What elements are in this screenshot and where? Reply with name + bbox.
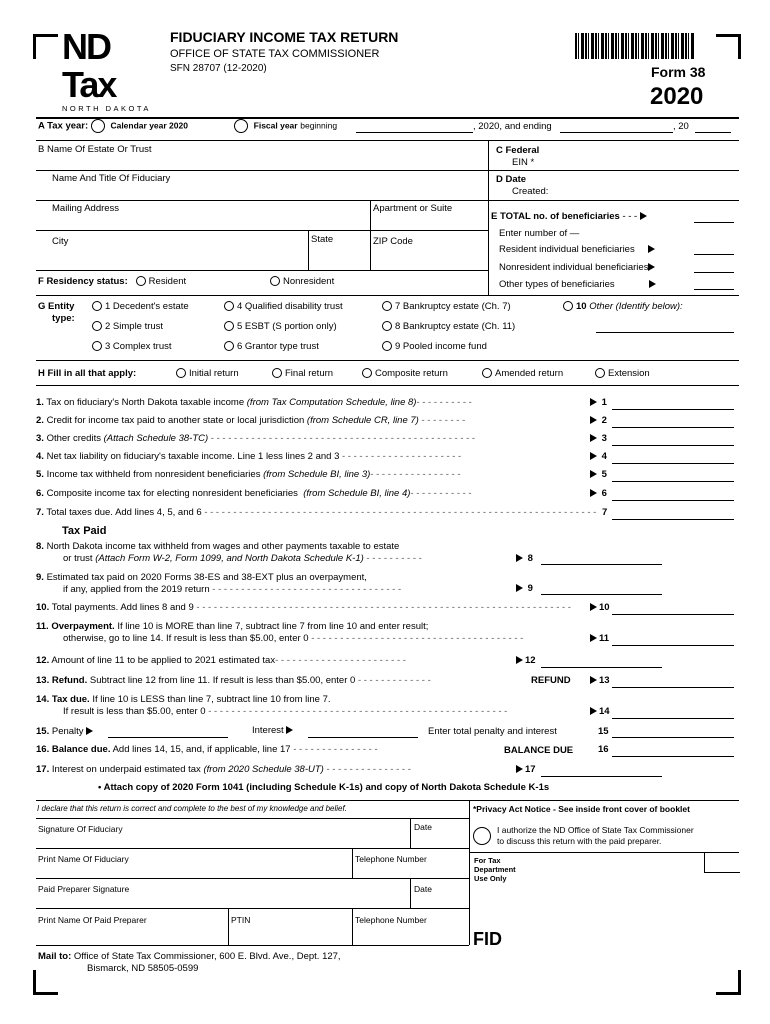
line-8-text: North Dakota income tax withheld from wages and other payments taxable to estate — [46, 541, 400, 552]
rule — [36, 385, 739, 386]
line-10-ref — [590, 602, 610, 613]
calendar-year-radio[interactable] — [91, 119, 105, 133]
line-7-ref — [602, 507, 607, 518]
line-10-text: Total payments. Add lines 8 and 9 — [51, 602, 194, 613]
line-8: 8. North Dakota income tax withheld from wages and other payments taxable to estate or trust (Attach Form W-2, Form 1099, and North Dakota Schedule K-1) - - - - - - - - - - — [36, 541, 422, 564]
fiscal-year — [234, 119, 337, 133]
sfn-number: SFN 28707 (12-2020) — [170, 63, 267, 74]
line-6-num: 6. — [36, 488, 44, 499]
entity-opt-7 — [382, 301, 511, 312]
amended-return-checkbox[interactable] — [482, 368, 492, 378]
composite-return — [362, 368, 448, 379]
line-5-note: (from Schedule BI, line 3) — [263, 469, 371, 480]
line-1-note: (from Tax Computation Schedule, line 8) — [246, 397, 417, 408]
line-6-input[interactable] — [612, 488, 734, 501]
rule — [469, 800, 470, 945]
residency-status — [38, 276, 186, 287]
line-17: 17. Interest on underpaid estimated tax (from 2020 Schedule 38-UT) - - - - - - - - - - - - - - - — [36, 764, 411, 775]
section-a-label: A Tax year: — [38, 120, 89, 132]
line-15 — [36, 726, 95, 737]
line-13-bold: Refund. — [51, 675, 88, 686]
line-8-note: (Attach Form W-2, Form 1099, and North Dakota Schedule K-1) — [95, 553, 364, 564]
entity-radio-10[interactable] — [563, 301, 573, 311]
final-return-text: Final return — [285, 368, 334, 379]
fill-apply — [38, 368, 136, 379]
rule — [36, 848, 469, 849]
line-8-ref-num: 8 — [527, 553, 533, 564]
line-10-ref-num: 10 — [599, 602, 610, 613]
other-beneficiaries-text: Other types of beneficiaries — [499, 279, 615, 290]
line-3-ref — [590, 433, 607, 444]
line-14-bold: Tax due. — [51, 694, 90, 705]
resident-label: Resident — [148, 276, 187, 287]
entity-radio-2[interactable] — [92, 321, 102, 331]
entity-opt-1 — [92, 301, 189, 312]
fiscal-end-year-input[interactable] — [695, 120, 731, 133]
line-4: 4. Net tax liability on fiduciary's taxable income. Line 1 less lines 2 and 3 - - - - - - - - - - - - - - - - - - - - - — [36, 451, 462, 462]
preparer-telephone-label: Telephone Number — [355, 915, 427, 925]
logo-subtext: NORTH DAKOTA — [62, 104, 151, 113]
rule — [228, 908, 229, 945]
barcode — [575, 33, 695, 59]
line-14-input[interactable] — [612, 706, 734, 719]
line-10-num: 10. — [36, 602, 50, 613]
penalty-input[interactable] — [108, 725, 228, 738]
entity-opt-9 — [382, 341, 487, 352]
line-5: 5. Income tax withheld from nonresident beneficiaries (from Schedule BI, line 3)- - - - - - - - - - - - - - - - — [36, 469, 461, 480]
entity-opt-7-text: 7 Bankruptcy estate (Ch. 7) — [395, 301, 511, 312]
nonresident-beneficiaries-input[interactable] — [694, 260, 734, 273]
office-name: OFFICE OF STATE TAX COMMISSIONER — [170, 48, 380, 60]
entity-label-1: G Entity — [38, 301, 75, 312]
enter-number-text: Enter number of — [499, 228, 568, 239]
estate-name-label: B Name Of Estate Or Trust — [38, 144, 152, 155]
line-3: 3. Other credits (Attach Schedule 38-TC) - - - - - - - - - - - - - - - - - - - - - - - - - - - - - - - - - - - - - - - - - - - - - - — [36, 433, 476, 444]
corner-mark-br — [716, 970, 741, 995]
nd-tax-logo — [62, 26, 157, 113]
line-12: 12. Amount of line 11 to be applied to 2021 estimated tax- - - - - - - - - - - - - - - - - - - - - - - — [36, 655, 406, 666]
line-2-ref-num: 2 — [601, 415, 607, 426]
entity-opt-10-num: 10 — [576, 301, 587, 312]
line-16-ref: 16 — [598, 744, 609, 755]
line-7-input[interactable] — [612, 507, 734, 520]
line-4-input[interactable] — [612, 451, 734, 464]
entity-opt-4 — [224, 301, 343, 312]
rule — [36, 200, 739, 201]
composite-return-text: Composite return — [375, 368, 448, 379]
line-13-ref — [590, 675, 610, 686]
rule — [370, 200, 371, 270]
entity-opt-8-text: 8 Bankruptcy estate (Ch. 11) — [395, 321, 516, 332]
entity-radio-3[interactable] — [92, 341, 102, 351]
line-3-ref-num: 3 — [601, 433, 607, 444]
attach-instruction: • Attach copy of 2020 Form 1041 (including Schedule K-1s) and copy of North Dakota Schedule K-1s — [98, 782, 550, 793]
entity-opt-2 — [92, 321, 163, 332]
other-beneficiaries-label — [499, 279, 658, 290]
apartment-label: Apartment or Suite — [373, 203, 453, 214]
fiduciary-name-label: Name And Title Of Fiduciary — [52, 173, 171, 184]
line-15-text: Penalty — [51, 726, 84, 737]
tax-year: 2020 — [650, 83, 704, 110]
entity-opt-1-text: 1 Decedent's estate — [105, 301, 189, 312]
entity-label-2: type: — [52, 313, 75, 324]
initial-return-text: Initial return — [189, 368, 239, 379]
date-created-label — [496, 174, 548, 198]
entity-radio-5[interactable] — [224, 321, 234, 331]
line-1: 1. Tax on fiduciary's North Dakota taxable income (from Tax Computation Schedule, line 8)- - - - - - - - - - — [36, 397, 472, 408]
line-14-ref — [590, 706, 610, 717]
line-10-input[interactable] — [612, 602, 734, 615]
line-15-num: 15. — [36, 726, 50, 737]
line-5-num: 5. — [36, 469, 44, 480]
preparer-date-label: Date — [414, 884, 432, 894]
rule — [36, 140, 739, 141]
composite-return-checkbox[interactable] — [362, 368, 372, 378]
line-5-ref — [590, 469, 607, 480]
zip-label: ZIP Code — [373, 236, 413, 247]
line-16-bold: Balance due. — [51, 744, 111, 755]
line-6: 6. Composite income tax for electing nonresident beneficiaries (from Schedule BI, line 4)- - - - - - - - - - - — [36, 488, 472, 499]
amended-return-text: Amended return — [495, 368, 564, 379]
line-1-ref — [590, 397, 607, 408]
line-12-input[interactable] — [541, 655, 662, 668]
interest-input[interactable] — [308, 725, 418, 738]
entity-opt-9-text: 9 Pooled income fund — [395, 341, 487, 352]
line-11-bold: Overpayment. — [51, 621, 115, 632]
rule — [469, 852, 739, 853]
entity-opt-10 — [563, 301, 683, 312]
fill-apply-label: H Fill in all that apply: — [38, 368, 137, 379]
authorize-text-1: I authorize the ND Office of State Tax Commissioner — [497, 825, 694, 835]
line-13-text: Subtract line 12 from line 11. If result is less than $5.00, enter 0 — [89, 675, 356, 686]
mail-to-label: Mail to: — [38, 951, 72, 962]
rule — [488, 170, 739, 171]
line-1-num: 1. — [36, 397, 44, 408]
entity-opt-10-text: Other (Identify below): — [589, 301, 683, 312]
nonresident-label: Nonresident — [283, 276, 335, 287]
calendar-year-label: Calendar year 2020 — [110, 120, 188, 131]
line-14-text: If line 10 is LESS than line 7, subtract line 10 from line 7. — [92, 694, 331, 705]
mailing-address-label: Mailing Address — [52, 203, 120, 214]
rule — [352, 908, 353, 945]
fiduciary-telephone-label: Telephone Number — [355, 854, 427, 864]
line-8-input[interactable] — [541, 552, 662, 565]
line-11-ref-num: 11 — [599, 633, 610, 644]
line-14-ref-num: 14 — [599, 706, 610, 717]
line-17-text: Interest on underpaid estimated tax — [51, 764, 201, 775]
line-9-input[interactable] — [541, 582, 662, 595]
line-7-text: Total taxes due. Add lines 4, 5, and 6 — [46, 507, 202, 518]
resident-beneficiaries-label — [499, 244, 657, 255]
rule — [36, 945, 469, 946]
line-9-ref-num: 9 — [527, 583, 533, 594]
line-5-ref-num: 5 — [601, 469, 607, 480]
nonresident-radio[interactable] — [270, 276, 280, 286]
ptin-label: PTIN — [231, 915, 251, 925]
resident-beneficiaries-input[interactable] — [694, 242, 734, 255]
entity-opt-6 — [224, 341, 319, 352]
line-2-note: (from Schedule CR, line 7) — [306, 415, 419, 426]
entity-radio-7[interactable] — [382, 301, 392, 311]
line-9: 9. Estimated tax paid on 2020 Forms 38-ES and 38-EXT plus an overpayment, if any, applied from the 2019 return - - - - - - - - - - - - - - - - - - - - - - - - - - - - - - - - - — [36, 572, 402, 595]
line-17-ref — [516, 764, 536, 775]
line-3-input[interactable] — [612, 433, 734, 446]
line-13-input[interactable] — [612, 675, 734, 688]
authorize-text-2: to discuss this return with the paid preparer. — [497, 836, 662, 846]
line-7-ref-num: 7 — [602, 507, 608, 518]
refund-label: REFUND — [531, 675, 571, 686]
corner-mark-tl — [33, 34, 58, 59]
line-9-text: Estimated tax paid on 2020 Forms 38-ES and 38-EXT plus an overpayment, — [46, 572, 367, 583]
entity-radio-8[interactable] — [382, 321, 392, 331]
line-3-note: (Attach Schedule 38-TC) — [103, 433, 209, 444]
total-beneficiaries-label: E TOTAL no. of beneficiaries - - - — [491, 211, 649, 222]
federal-ein-line1: C Federal — [496, 145, 540, 156]
line-4-ref — [590, 451, 607, 462]
rule — [36, 878, 469, 879]
for-tax-1: For Tax — [474, 856, 501, 865]
interest-text: Interest — [252, 725, 284, 736]
mail-to — [38, 951, 341, 975]
dept-use-box — [704, 852, 740, 873]
rule — [36, 270, 488, 271]
line-8-ref — [516, 553, 533, 564]
line-1-text: Tax on fiduciary's North Dakota taxable income — [46, 397, 245, 408]
line-12-text: Amount of line 11 to be applied to 2021 estimated tax — [51, 655, 276, 666]
line-2-text: Credit for income tax paid to another state or local jurisdiction — [46, 415, 305, 426]
entity-radio-9[interactable] — [382, 341, 392, 351]
for-tax-dept — [474, 856, 516, 883]
entity-opt-3-text: 3 Complex trust — [105, 341, 172, 352]
line-6-text: Composite income tax for electing nonresident beneficiaries — [46, 488, 298, 499]
line-12-num: 12. — [36, 655, 50, 666]
extension-checkbox[interactable] — [595, 368, 605, 378]
rule — [36, 295, 739, 296]
rule — [36, 818, 469, 819]
entity-opt-8 — [382, 321, 515, 332]
line-14-text-2: If result is less than $5.00, enter 0 — [63, 706, 206, 717]
line-13-ref-num: 13 — [599, 675, 610, 686]
rule — [36, 908, 469, 909]
line-12-ref-num: 12 — [525, 655, 536, 666]
date-created-line2: Created: — [512, 186, 549, 197]
declaration: I declare that this return is correct and complete to the best of my knowledge and belief. — [37, 804, 347, 813]
line-16: 16. Balance due. Add lines 14, 15, and, if applicable, line 17 - - - - - - - - - - - - - - - — [36, 744, 378, 755]
fiscal-begin-input[interactable] — [356, 120, 473, 133]
line-1-input[interactable] — [612, 397, 734, 410]
corner-mark-tr — [716, 34, 741, 59]
form-title: FIDUCIARY INCOME TAX RETURN — [170, 29, 399, 45]
amended-return — [482, 368, 563, 379]
initial-return-checkbox[interactable] — [176, 368, 186, 378]
state-label: State — [311, 234, 334, 245]
signature-fiduciary-label: Signature Of Fiduciary — [38, 824, 123, 834]
entity-radio-4[interactable] — [224, 301, 234, 311]
resident-radio[interactable] — [136, 276, 146, 286]
initial-return — [176, 368, 239, 379]
total-beneficiaries-input[interactable] — [694, 210, 734, 223]
total-beneficiaries-text: E TOTAL no. of beneficiaries — [491, 211, 620, 222]
interest-label — [252, 725, 295, 736]
date-created-line1: D Date — [496, 174, 527, 185]
rule — [410, 818, 411, 848]
line-11-text-2: otherwise, go to line 14. If result is less than $5.00, enter 0 — [63, 633, 309, 644]
line-9-ref — [516, 583, 533, 594]
entity-opt-3 — [92, 341, 172, 352]
rule — [36, 800, 739, 801]
tax-paid-heading: Tax Paid — [62, 525, 107, 537]
resident-beneficiaries-text: Resident individual beneficiaries — [499, 244, 635, 255]
entity-opt-6-text: 6 Grantor type trust — [237, 341, 319, 352]
line-15-input[interactable] — [612, 725, 734, 738]
line-15-total-label: Enter total penalty and interest — [428, 726, 557, 737]
authorize-preparer-checkbox[interactable] — [473, 827, 491, 845]
signature-date-label: Date — [414, 822, 432, 832]
city-label: City — [52, 236, 69, 247]
line-4-ref-num: 4 — [601, 451, 607, 462]
fiscal-year-radio[interactable] — [234, 119, 248, 133]
line-1-ref-num: 1 — [601, 397, 607, 408]
line-8-text-2: or trust — [63, 553, 93, 564]
line-8-num: 8. — [36, 541, 44, 552]
line-3-text: Other credits — [46, 433, 101, 444]
federal-ein-label — [496, 145, 539, 169]
line-9-num: 9. — [36, 572, 44, 583]
line-5-text: Income tax withheld from nonresident beneficiaries — [46, 469, 261, 480]
authorize-preparer — [473, 825, 694, 847]
line-15-ref: 15 — [598, 726, 609, 737]
line-14: 14. Tax due. If line 10 is LESS than line 7, subtract line 10 from line 7. If result is less than $5.00, enter 0 - - - - - - - - - - - - - - - - - - - - - - - - - - - - - - - - - - - - - - - - - - - - - - - - - - - - — [36, 694, 508, 717]
nonresident-beneficiaries-text: Nonresident individual beneficiaries — [499, 262, 649, 273]
line-11-num: 11. — [36, 621, 49, 632]
line-2-ref — [590, 415, 607, 426]
fiscal-end-input[interactable] — [560, 120, 673, 133]
line-4-num: 4. — [36, 451, 44, 462]
fiscal-mid-label: , 2020, and ending — [473, 121, 552, 132]
entity-opt-5-text: 5 ESBT (S portion only) — [237, 321, 337, 332]
logo-text: ND Tax — [62, 26, 116, 105]
extension — [595, 368, 650, 379]
line-10: 10. Total payments. Add lines 8 and 9 - - - - - - - - - - - - - - - - - - - - - - - - - - - - - - - - - - - - - - - - - - - - - - - - - - - - - - - - - - - - - - - - - — [36, 602, 571, 613]
line-7: 7. Total taxes due. Add lines 4, 5, and 6 - - - - - - - - - - - - - - - - - - - - - - - - - - - - - - - - - - - - - - - - - - - - - - - - - - - - - - - - - - - - - - - - - - - - — [36, 507, 597, 518]
entity-radio-6[interactable] — [224, 341, 234, 351]
line-17-ref-num: 17 — [525, 764, 536, 775]
rule — [488, 140, 489, 295]
line-16-num: 16. — [36, 744, 50, 755]
entity-radio-1[interactable] — [92, 301, 102, 311]
privacy-notice: *Privacy Act Notice - See inside front cover of booklet — [473, 804, 690, 814]
entity-opt-2-text: 2 Simple trust — [105, 321, 164, 332]
line-11-text: If line 10 is MORE than line 7, subtract line 7 from line 10 and enter result; — [117, 621, 429, 632]
line-12-ref — [516, 655, 536, 666]
line-17-num: 17. — [36, 764, 50, 775]
rule — [36, 170, 488, 171]
line-17-note: (from 2020 Schedule 38-UT) — [203, 764, 324, 775]
entity-type-label — [38, 301, 75, 325]
fid-label: FID — [473, 929, 502, 949]
rule — [308, 230, 309, 270]
print-fiduciary-label: Print Name Of Fiduciary — [38, 854, 129, 864]
line-6-ref — [590, 488, 607, 499]
fiscal-end-label: , 20 — [673, 121, 689, 132]
mail-address-2: Bismarck, ND 58505-0599 — [87, 963, 199, 974]
line-3-num: 3. — [36, 433, 44, 444]
line-2: 2. Credit for income tax paid to another state or local jurisdiction (from Schedule CR, line 7) - - - - - - - - — [36, 415, 466, 426]
line-16-text: Add lines 14, 15, and, if applicable, line 17 — [112, 744, 291, 755]
rule — [352, 848, 353, 878]
line-11-ref — [590, 633, 609, 644]
nonresident-option — [270, 276, 334, 287]
line-5-input[interactable] — [612, 469, 734, 482]
extension-text: Extension — [608, 368, 650, 379]
line-13-num: 13. — [36, 675, 50, 686]
final-return-checkbox[interactable] — [272, 368, 282, 378]
fiscal-year-label: Fiscal year — [253, 120, 298, 131]
balance-due-label: BALANCE DUE — [504, 745, 574, 756]
rule — [36, 230, 488, 231]
line-7-num: 7. — [36, 507, 44, 518]
entity-other-input[interactable] — [596, 320, 734, 333]
enter-number-label: Enter number of — — [499, 228, 580, 239]
section-a — [38, 119, 188, 133]
other-beneficiaries-input[interactable] — [694, 277, 734, 290]
line-11: 11. Overpayment. If line 10 is MORE than line 7, subtract line 7 from line 10 and enter result; otherwise, go to line 14. If result is less than $5.00, enter 0 - - - - - - - - - - - - - - - - - - - - - - - - - - - - - - - - - - - - - — [36, 621, 524, 644]
line-9-text-2: if any, applied from the 2019 return — [63, 584, 210, 595]
entity-opt-4-text: 4 Qualified disability trust — [237, 301, 343, 312]
federal-ein-line2: EIN * — [512, 157, 535, 168]
for-tax-2: Department — [474, 865, 516, 874]
mail-address-1: Office of State Tax Commissioner, 600 E. Blvd. Ave., Dept. 127, — [73, 951, 341, 962]
form-number: Form 38 — [651, 64, 706, 80]
line-6-ref-num: 6 — [601, 488, 607, 499]
line-2-num: 2. — [36, 415, 44, 426]
line-16-input[interactable] — [612, 744, 734, 757]
fiscal-beginning-label: beginning — [300, 120, 338, 131]
line-6-note: (from Schedule BI, line 4) — [303, 488, 411, 499]
preparer-signature-label: Paid Preparer Signature — [38, 884, 130, 894]
rule — [36, 360, 739, 361]
nonresident-beneficiaries-label — [499, 262, 657, 273]
line-4-text: Net tax liability on fiduciary's taxable income. Line 1 less lines 2 and 3 — [46, 451, 340, 462]
line-13: 13. Refund. Subtract line 12 from line 11. If result is less than $5.00, enter 0 - - - - - - - - - - - - - — [36, 675, 431, 686]
line-14-num: 14. — [36, 694, 50, 705]
line-17-input[interactable] — [541, 764, 662, 777]
residency-label: F Residency status: — [38, 276, 128, 287]
line-2-input[interactable] — [612, 415, 734, 428]
final-return — [272, 368, 333, 379]
rule — [410, 878, 411, 908]
for-tax-3: Use Only — [474, 874, 507, 883]
line-11-input[interactable] — [612, 633, 734, 646]
entity-opt-5 — [224, 321, 337, 332]
preparer-name-label: Print Name Of Paid Preparer — [38, 915, 147, 925]
